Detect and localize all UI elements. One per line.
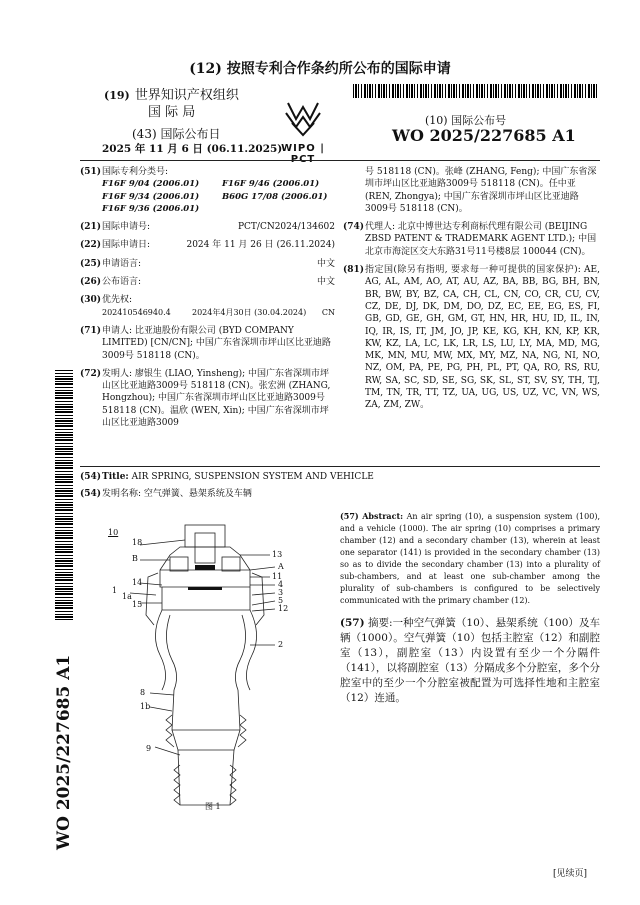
figure-ref: 10 [108,528,119,537]
label-B: B [132,554,138,563]
label-9: 9 [146,744,152,753]
label-4: 4 [278,580,284,589]
field-30: (30)优先权: [80,295,133,306]
office-subname: 国 际 局 [148,105,196,120]
label-1b: 1b [140,702,151,711]
label-5: 5 [278,596,284,605]
barcode-top [353,84,599,98]
continued-note: [见续页] [553,869,588,879]
right-column [343,166,600,412]
side-pubno: WO 2025/227685 A1 [54,654,74,850]
pubno-label: (10) 国际公布号 [425,114,507,127]
field-25: (25) 申请语言: 中文 [80,258,335,269]
ipc-codes: F16F 9/04 (2006.01) F16F 9/46 (2006.01) F16F 9/34 (2006.01) B60G 17/08 (2006.01) F16F 9/36 (2006.01) [102,179,328,214]
field-71: (71) 申请人: 比亚迪股份有限公司 (BYD COMPANY LIMITED) [CN/CN]; 中国广东省深圳市坪山区比亚迪路3009号 518118 (CN)。 [80,325,331,361]
field-22: (22) 国际申请日: 2024 年 11 月 26 日 (26.11.2024) [80,240,335,251]
pubno-value: WO 2025/227685 A1 [392,126,576,145]
inventors-continued: 号 518118 (CN)。张峰 (ZHANG, Feng); 中国广东省深圳市坪山区比亚迪路3009号 518118 (CN)。任中亚 (REN, Zhongya); 中国广东省深圳市坪山区比亚迪路3009号 518118 (CN)。 [365,167,597,214]
barcode-side [55,370,73,620]
label-15: 15 [132,600,143,609]
office-name: 世界知识产权组织 [134,88,239,103]
document-title: (12) 按照专利合作条约所公布的国际申请 [189,61,451,77]
label-11: 11 [272,572,283,581]
title-cn: (54)发明名称: 空气弹簧、悬架系统及车辆 [80,489,252,499]
label-A: A [278,562,284,571]
pubdate-label: (43) 国际公布日 [132,127,221,141]
office-number: (19) [104,89,130,102]
biblio-divider [80,466,600,467]
figure-1 [100,515,330,820]
wipo-emblem-icon [268,97,338,139]
wipo-logo-text: WIPO | PCT [281,143,325,165]
label-12: 12 [278,604,289,613]
wipo-logo [268,97,338,165]
field-51: (51)国际专利分类号: [80,167,169,177]
field-21: (21) 国际申请号: PCT/CN2024/134602 [80,222,335,233]
field-72: (72) 发明人: 廖银生 (LIAO, Yinsheng); 中国广东省深圳市坪山区比亚迪路3009号 518118 (CN)。张宏洲 (ZHANG, Hongzhou); 中国广东省深圳市坪山区比亚迪路3009号 518118 (CN)。温欣 (WEN, Xin); 中国广东省深圳市坪山区比亚迪路3009 [80,368,331,429]
label-18: 18 [132,538,143,547]
figure-caption: 图 1 [205,802,221,811]
pubdate-value: 2025 年 11 月 6 日 (06.11.2025) [102,143,283,155]
field-74: (74) 代理人: 北京中博世达专利商标代理有限公司 (BEIJING ZBSD PATENT & TRADEMARK AGENT LTD.); 中国北京市海淀区交大东路31号11号楼8层 100044 (CN)。 [343,222,597,257]
label-14: 14 [132,578,143,587]
abstract-cn: (57) 摘要:一种空气弹簧（10）、悬架系统（100）及车辆（1000）。空气弹簧（10）包括主腔室（12）和副腔室（13），副腔室（13）内设置有至少一个分隔件（141），以将副腔室（13）分隔成多个分腔室，多个分腔室中的至少一个分腔室被配置为可选择性地和主腔室（12）连通。 [340,617,600,704]
abstract-en: (57) Abstract: An air spring (10), a suspension system (100), and a vehicle (1000). The air spring (10) comprises a primary chamber (12) and a secondary chamber (13), wherein at least one separator (141) is provided in the secondary chamber (13) so as to divide the secondary chamber (13) into a plurality of sub-chambers, and at least one sub-chamber among the plurality of sub-chambers is configured to be selectively communicated with the primary chamber (12). [340,511,600,605]
left-column [80,166,335,429]
field-81: (81) 指定国(除另有指明, 要求每一种可提供的国家保护): AE, AG, AL, AM, AO, AT, AU, AZ, BA, BB, BG, BH, BN, BR, BW, BY, BZ, CA, CH, CL, CN, CO, CR, CU, CV, CZ, DE, DJ, DK, DM, DO, DZ, EC, EE, EG, ES, FI, GB, GD, GE, GH, GM, GT, HN, HR, HU, ID, IL, IN, IQ, IR, IS, IT, JM, JO, JP, KE, KG, KH, KN, KP, KR, KW, KZ, LA, LC, LK, LR, LS, LU, LY, MA, MD, MG, MK, MN, MU, MW, MX, MY, MZ, NA, NG, NI, NO, NZ, OM, PA, PE, PG, PH, PL, PT, QA, RO, RS, RU, RW, SA, SC, SD, SE, SG, SK, SL, ST, SV, SY, TH, TJ, TM, TN, TR, TT, TZ, UA, UG, US, UZ, VC, VN, WS, ZA, ZM, ZW。 [343,265,600,411]
label-3: 3 [278,588,284,597]
label-8: 8 [140,688,146,697]
header-divider [80,160,600,161]
label-2: 2 [278,640,284,649]
label-1: 1 [112,586,118,595]
priority-row: 202410546940.4 2024年4月30日 (30.04.2024) CN [102,307,335,317]
title-en: (54)Title: AIR SPRING, SUSPENSION SYSTEM AND VEHICLE [80,472,374,482]
label-13: 13 [272,550,283,559]
field-26: (26) 公布语言: 中文 [80,277,335,288]
label-1a: 1a [122,592,132,601]
